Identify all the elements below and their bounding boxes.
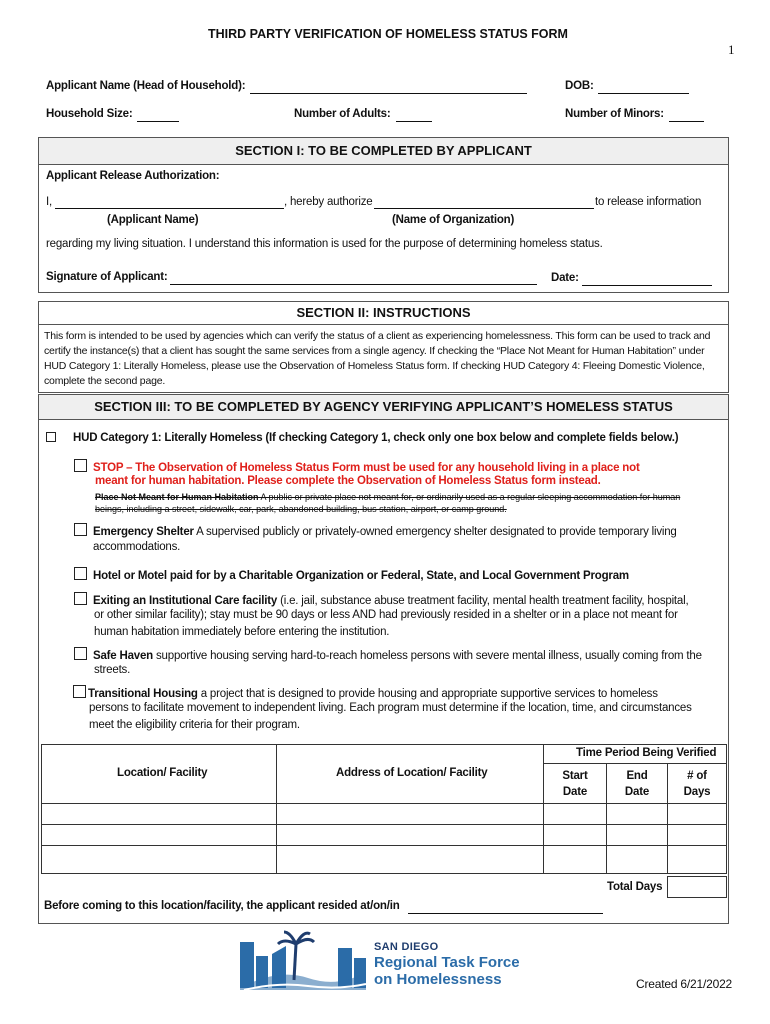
row2-days[interactable] (667, 824, 727, 846)
row2-location[interactable] (41, 824, 277, 846)
emergency-desc2: accommodations. (93, 541, 181, 553)
instructions-text: This form is intended to be used by agencies which can verify the status of a client as experiencing homelessness. This form can be used to track and certify the instance(s) that a client has sought the same services from a single agency. If checking the “Place Not Meant for Human Habitation” under HUD Category 1: Literally Homeless, please use the Observation of Homeless Status form. If checking HUD Category 4: Fleeing Domestic Violence, complete the second page. (44, 330, 711, 387)
release-info-text: to release information (595, 196, 702, 208)
applicant-name-label: Applicant Name (Head of Household): (46, 80, 246, 92)
dob-field[interactable] (598, 93, 689, 94)
safe-haven-checkbox[interactable] (74, 647, 87, 660)
institution-desc1: (i.e. jail, substance abuse treatment facility, mental health treatment facility, hospital, (277, 595, 689, 607)
safe-haven-desc1: supportive housing serving hard-to-reach homeless persons with severe mental illness, usually coming from the (153, 650, 702, 662)
rtfh-logo-mark (238, 928, 370, 992)
row3-location[interactable] (41, 845, 277, 874)
emergency-label: Emergency Shelter (93, 526, 194, 538)
institution-checkbox[interactable] (74, 592, 87, 605)
col-location-label: Location/ Facility (117, 767, 208, 779)
date-label: Date: (551, 272, 579, 284)
section2-header (38, 301, 729, 325)
place-not-meant-desc2: beings, including a street, sidewalk, car, park, abandoned building, bus station, airport, or camp ground. (95, 504, 507, 514)
col-days-label: # of Days (683, 770, 711, 798)
organization-name-field[interactable] (374, 208, 594, 209)
row1-days[interactable] (667, 803, 727, 825)
release-label: Applicant Release Authorization: (46, 170, 220, 182)
hud-category-row (46, 432, 678, 444)
section3-header (38, 394, 729, 420)
household-size-label: Household Size: (46, 108, 133, 120)
section1-header (38, 137, 729, 165)
institution-label: Exiting an Institutional Care facility (93, 595, 278, 607)
stop-row (74, 459, 640, 474)
emergency-row (74, 523, 677, 538)
emergency-checkbox[interactable] (74, 523, 87, 536)
place-not-meant-desc1: A public or private place not meant for, or ordinarily used as a regular sleeping accommodation for human (258, 492, 681, 502)
time-period-label: Time Period Being Verified (576, 747, 717, 759)
adults-field[interactable] (396, 121, 432, 122)
row3-end[interactable] (606, 845, 668, 874)
logo-line2: Regional Task Force (374, 954, 520, 971)
section3-title: SECTION III: TO BE COMPLETED BY AGENCY VERIFYING APPLICANT’S HOMELESS STATUS (94, 399, 673, 414)
regarding-text: regarding my living situation. I understand this information is used for the purpose of determining homeless status. (46, 238, 603, 250)
logo-line3: on Homelessness (374, 971, 502, 988)
applicant-name-release-field[interactable] (55, 208, 284, 209)
household-size-field[interactable] (137, 121, 179, 122)
row3-address[interactable] (276, 845, 544, 874)
total-days-field[interactable] (667, 876, 727, 898)
place-not-meant-label: Place Not Meant for Human Habitation (95, 492, 259, 502)
section1-title: SECTION I: TO BE COMPLETED BY APPLICANT (235, 143, 532, 158)
city-skyline-icon (238, 928, 370, 992)
safe-haven-desc2: streets. (94, 664, 131, 676)
transitional-desc1: a project that is designed to provide housing and appropriate supportive services to homeless (197, 688, 658, 700)
col-end-label: End Date (624, 770, 650, 798)
hud-category-label: HUD Category 1: Literally Homeless (If checking Category 1, check only one box below and complete fields below.) (73, 432, 679, 444)
total-days-label: Total Days (607, 881, 663, 893)
organization-caption: (Name of Organization) (392, 214, 515, 226)
logo-line1: SAN DIEGO (374, 941, 439, 953)
transitional-checkbox[interactable] (73, 685, 86, 698)
dob-label: DOB: (565, 80, 594, 92)
row3-start[interactable] (543, 845, 607, 874)
institution-desc3: human habitation immediately before entering the institution. (94, 626, 390, 638)
col-start-label: Start Date (562, 770, 588, 798)
hotel-checkbox[interactable] (74, 567, 87, 580)
applicant-name-caption: (Applicant Name) (107, 214, 199, 226)
before-coming-field[interactable] (408, 913, 603, 914)
row3-days[interactable] (667, 845, 727, 874)
applicant-name-field[interactable] (250, 93, 527, 94)
form-title: THIRD PARTY VERIFICATION OF HOMELESS STATUS FORM (208, 27, 568, 41)
place-not-meant-line1 (95, 491, 680, 503)
date-field[interactable] (582, 285, 712, 286)
transitional-label: Transitional Housing (88, 688, 198, 700)
created-date: Created 6/21/2022 (636, 977, 733, 991)
transitional-row (73, 685, 658, 700)
row2-start[interactable] (543, 824, 607, 846)
emergency-desc1: A supervised publicly or privately-owned emergency shelter designated to provide temporary living (193, 526, 677, 538)
section2-title: SECTION II: INSTRUCTIONS (296, 305, 471, 320)
signature-field[interactable] (170, 284, 537, 285)
before-coming-label: Before coming to this location/facility, the applicant resided at/on/in (44, 900, 400, 912)
i-prefix: I, (46, 196, 52, 208)
safe-haven-row (74, 647, 702, 662)
hotel-label: Hotel or Motel paid for by a Charitable Organization or Federal, State, and Local Government Program (93, 570, 629, 582)
transitional-desc3: meet the eligibility criteria for their program. (89, 719, 300, 731)
row2-address[interactable] (276, 824, 544, 846)
transitional-desc2: persons to facilitate movement to independent living. Each program must determine if the location, time, and circumstances (89, 702, 692, 714)
stop-line2: meant for human habitation. Please complete the Observation of Homeless Status form instead. (95, 475, 601, 487)
hotel-row (74, 567, 629, 582)
row1-location[interactable] (41, 803, 277, 825)
row1-end[interactable] (606, 803, 668, 825)
row2-end[interactable] (606, 824, 668, 846)
stop-line1: STOP – The Observation of Homeless Status Form must be used for any household living in a place not (93, 462, 640, 474)
institution-row (74, 592, 688, 607)
page-number: 1 (728, 42, 735, 57)
minors-label: Number of Minors: (565, 108, 664, 120)
signature-label: Signature of Applicant: (46, 271, 168, 283)
institution-desc2: or other similar facility); stay must be 90 days or less AND had previously resided in a shelter or in a place not meant for (94, 609, 678, 621)
adults-label: Number of Adults: (294, 108, 391, 120)
safe-haven-label: Safe Haven (93, 650, 154, 662)
stop-checkbox[interactable] (74, 459, 87, 472)
row1-start[interactable] (543, 803, 607, 825)
row1-address[interactable] (276, 803, 544, 825)
authorize-text: , hereby authorize (284, 196, 373, 208)
minors-field[interactable] (669, 121, 704, 122)
hud-category-checkbox[interactable] (46, 432, 56, 442)
col-address-label: Address of Location/ Facility (336, 767, 488, 779)
